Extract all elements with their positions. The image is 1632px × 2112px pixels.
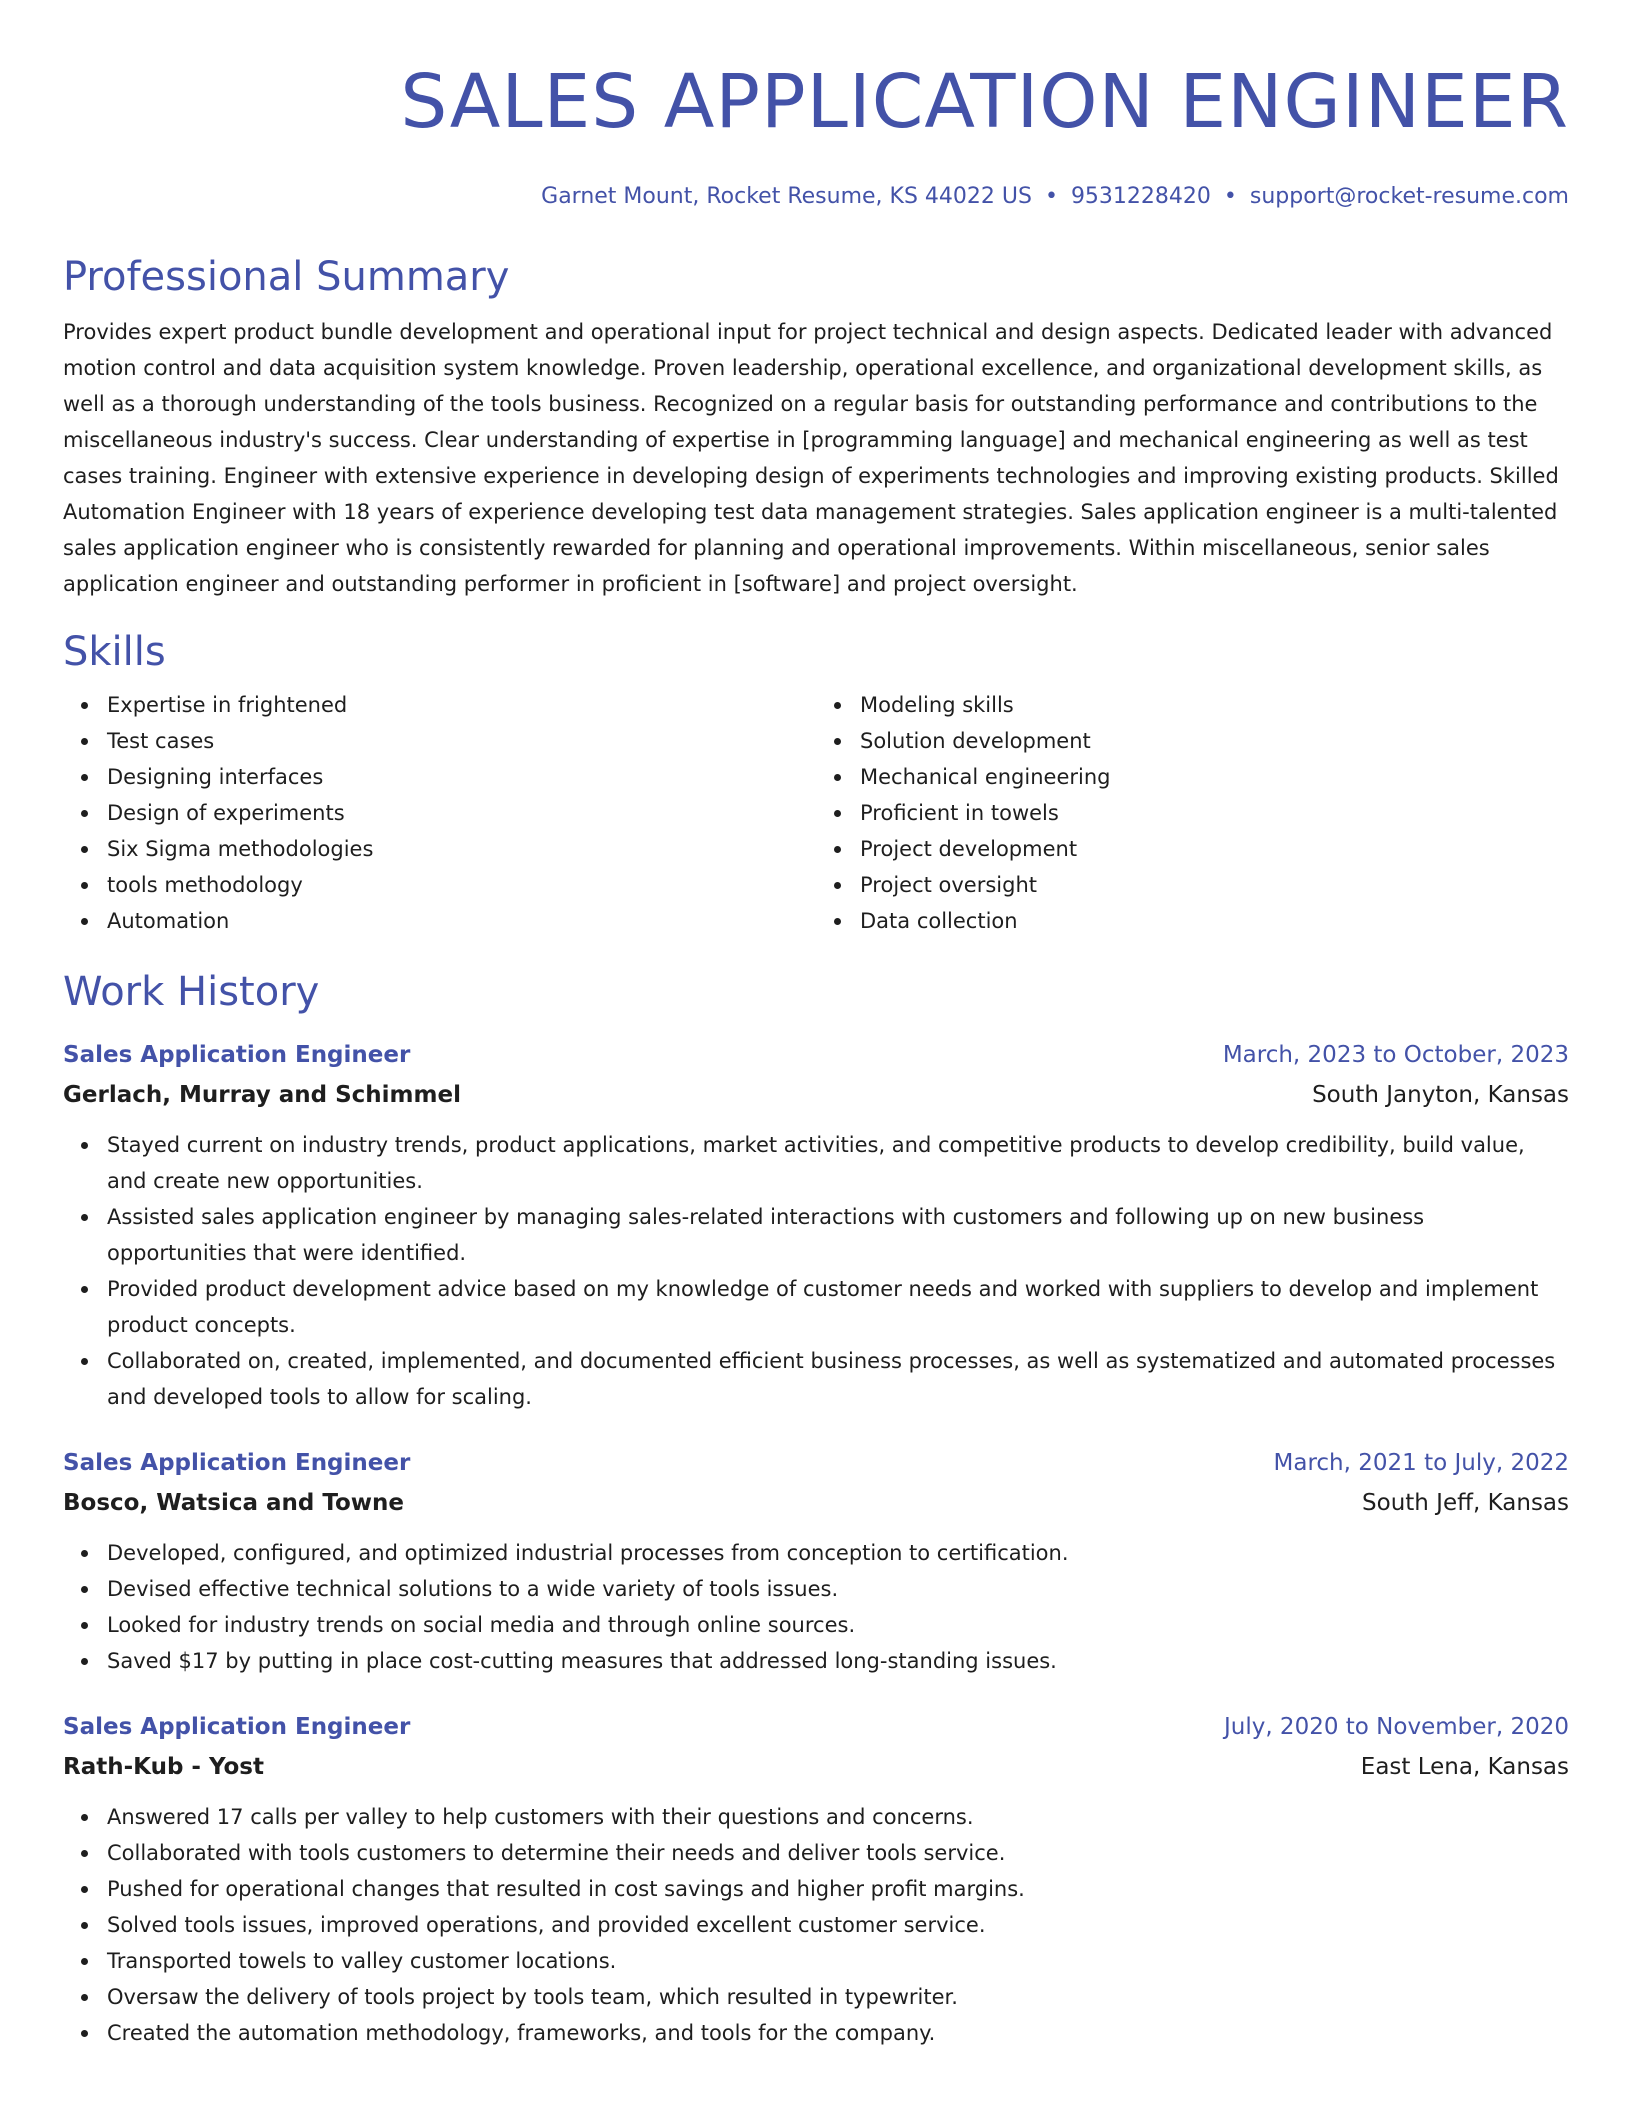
contact-separator: • [1223, 184, 1237, 209]
job-bullet: Devised effective technical solutions to a wide variety of tools issues. [107, 1571, 1569, 1607]
job-company: Gerlach, Murray and Schimmel [63, 1082, 461, 1108]
skill-item: Data collection [860, 903, 1569, 939]
summary-heading: Professional Summary [63, 254, 510, 300]
skill-item: Project development [860, 831, 1569, 867]
skill-item: Project oversight [860, 867, 1569, 903]
job-header-row [63, 1707, 1569, 1747]
job-header-row [63, 1035, 1569, 1075]
job-company: Rath-Kub - Yost [63, 1754, 264, 1780]
job-company-row [63, 1747, 1569, 1787]
job-dates: July, 2020 to November, 2020 [1223, 1714, 1569, 1740]
job-entry [63, 1707, 1569, 2051]
skill-item: Automation [107, 903, 816, 939]
skill-item: Modeling skills [860, 687, 1569, 723]
job-role: Sales Application Engineer [63, 1042, 411, 1068]
job-company-row [63, 1483, 1569, 1523]
skills-list-right [816, 687, 1569, 939]
skills-heading: Skills [63, 629, 166, 675]
job-bullet: Saved $17 by putting in place cost-cutting measures that addressed long-standing issues. [107, 1643, 1569, 1679]
skill-item: Test cases [107, 723, 816, 759]
job-bullet: Transported towels to valley customer locations. [107, 1943, 1569, 1979]
job-location: South Janyton, Kansas [1312, 1082, 1569, 1108]
contact-line [63, 182, 1569, 212]
job-bullets [63, 1127, 1569, 1415]
job-bullet: Collaborated with tools customers to determine their needs and deliver tools service. [107, 1835, 1569, 1871]
job-bullet: Oversaw the delivery of tools project by tools team, which resulted in typewriter. [107, 1979, 1569, 2015]
skill-item: Expertise in frightened [107, 687, 816, 723]
job-bullets [63, 1799, 1569, 2051]
job-entry [63, 1443, 1569, 1679]
job-location: East Lena, Kansas [1360, 1754, 1569, 1780]
contact-phone: 9531228420 [1070, 184, 1211, 209]
skill-item: Mechanical engineering [860, 759, 1569, 795]
resume-title: SALES APPLICATION ENGINEER [400, 59, 1569, 145]
job-header-row [63, 1443, 1569, 1483]
skills-list-left [63, 687, 816, 939]
contact-email: support@rocket-resume.com [1249, 184, 1569, 209]
job-bullet: Pushed for operational changes that resulted in cost savings and higher profit margins. [107, 1871, 1569, 1907]
summary-text: Provides expert product bundle development and operational input for project technical and design aspects. Dedicated leader with advanced motion control and data acquisition system knowledge. Proven leadership, operational excellence, and organizational development skills, as well as a thorough understanding of the tools business. Recognized on a regular basis for outstanding performance and contributions to the miscellaneous industry's success. Clear understanding of expertise in [programming language] and mechanical engineering as well as test cases training. Engineer with extensive experience in developing design of experiments technologies and improving existing products. Skilled Automation Engineer with 18 years of experience developing test data management strategies. Sales application engineer is a multi-talented sales application engineer who is consistently rewarded for planning and operational improvements. Within miscellaneous, senior sales application engineer and outstanding performer in proficient in [software] and project oversight. [63, 320, 1559, 596]
skill-item: Six Sigma methodologies [107, 831, 816, 867]
skill-item: Solution development [860, 723, 1569, 759]
job-bullets [63, 1535, 1569, 1679]
job-bullet: Created the automation methodology, frameworks, and tools for the company. [107, 2015, 1569, 2051]
skill-item: tools methodology [107, 867, 816, 903]
job-bullet: Answered 17 calls per valley to help customers with their questions and concerns. [107, 1799, 1569, 1835]
contact-separator: • [1044, 184, 1058, 209]
job-bullet: Provided product development advice based on my knowledge of customer needs and worked with suppliers to develop and implement product concepts. [107, 1271, 1569, 1343]
job-dates: March, 2021 to July, 2022 [1273, 1450, 1569, 1476]
skill-item: Designing interfaces [107, 759, 816, 795]
job-role: Sales Application Engineer [63, 1450, 411, 1476]
job-entry [63, 1035, 1569, 1415]
job-bullet: Developed, configured, and optimized industrial processes from conception to certification. [107, 1535, 1569, 1571]
job-location: South Jeff, Kansas [1362, 1490, 1569, 1516]
skill-item: Proficient in towels [860, 795, 1569, 831]
job-bullet: Stayed current on industry trends, product applications, market activities, and competitive products to develop credibility, build value, and create new opportunities. [107, 1127, 1569, 1199]
job-role: Sales Application Engineer [63, 1714, 411, 1740]
work-history-heading: Work History [63, 969, 320, 1015]
job-bullet: Assisted sales application engineer by managing sales-related interactions with customers and following up on new business opportunities that were identified. [107, 1199, 1569, 1271]
skills-grid [63, 687, 1569, 939]
job-bullet: Looked for industry trends on social media and through online sources. [107, 1607, 1569, 1643]
job-bullet: Solved tools issues, improved operations, and provided excellent customer service. [107, 1907, 1569, 1943]
job-dates: March, 2023 to October, 2023 [1222, 1042, 1569, 1068]
job-company: Bosco, Watsica and Towne [63, 1490, 405, 1516]
job-company-row [63, 1075, 1569, 1115]
job-bullet: Collaborated on, created, implemented, and documented efficient business processes, as well as systematized and automated processes and developed tools to allow for scaling. [107, 1343, 1569, 1415]
skill-item: Design of experiments [107, 795, 816, 831]
contact-address: Garnet Mount, Rocket Resume, KS 44022 US [541, 184, 1032, 209]
